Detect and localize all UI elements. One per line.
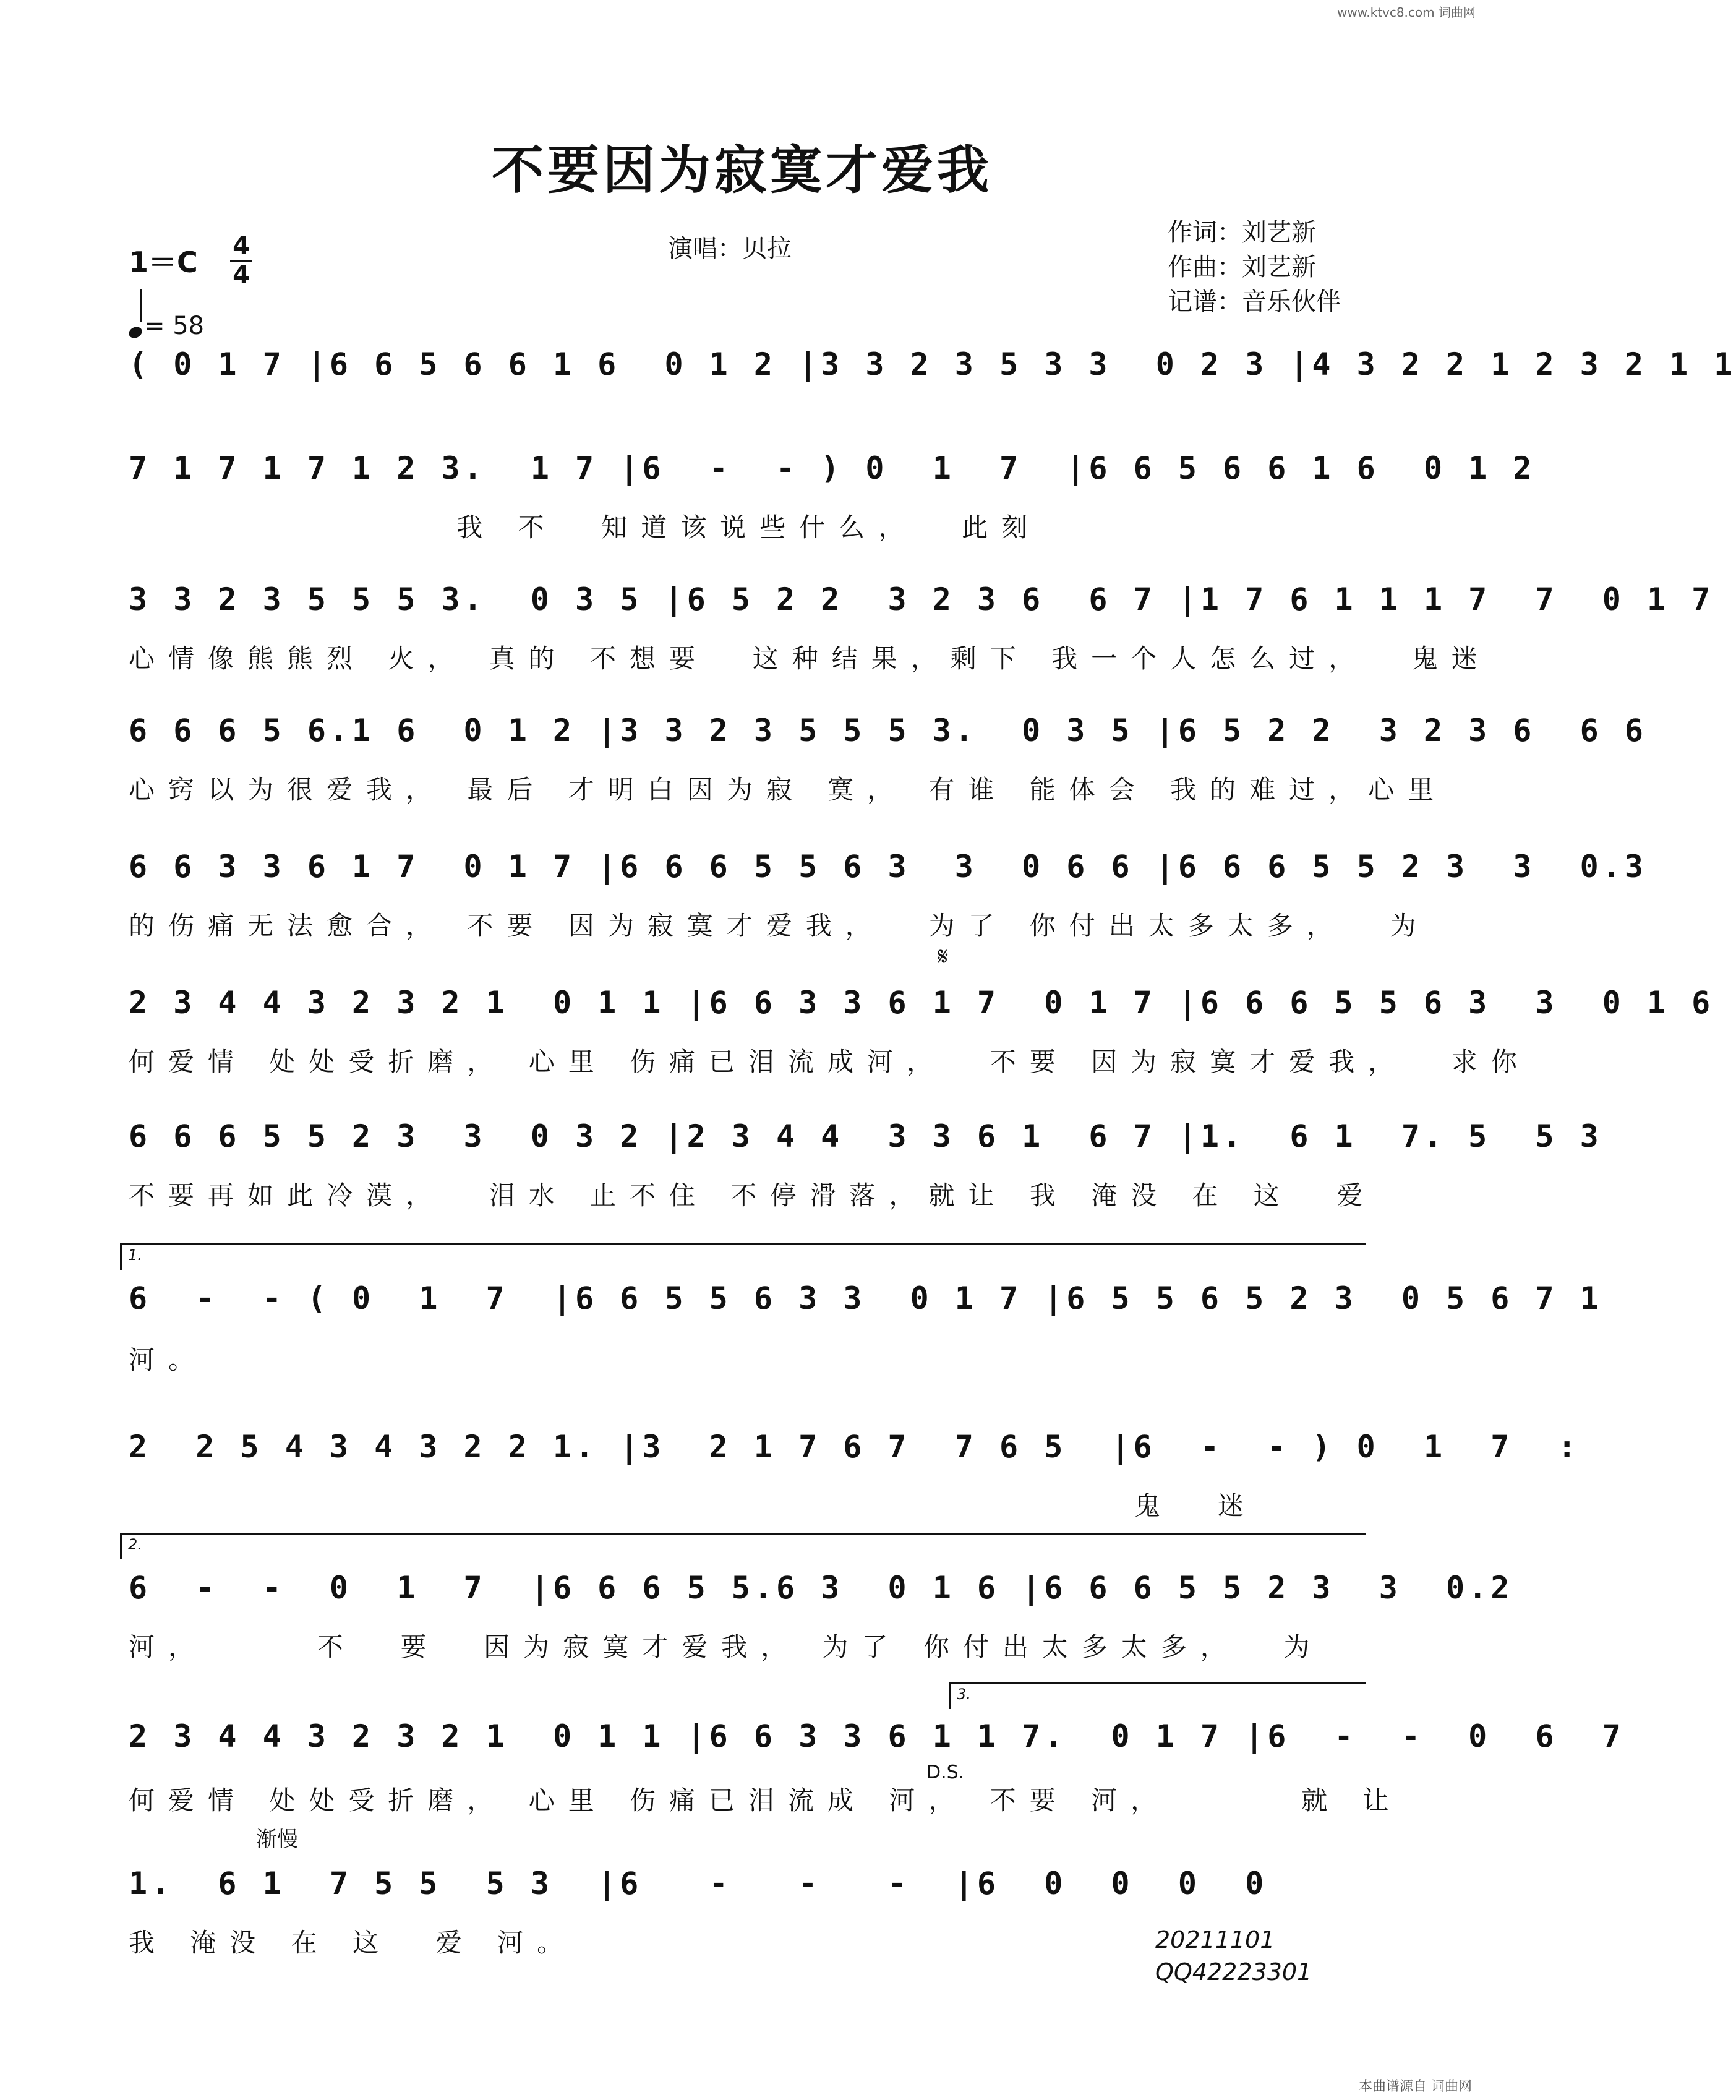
lyrics-line: 我 不 知道该说些什么， 此刻 (129, 512, 1041, 542)
lyrics-line: 心窍以为很爱我， 最后 才明白因为寂 寞， 有谁 能体会 我的难过，心里 (129, 774, 1448, 805)
credits (1168, 215, 1341, 319)
notation-line: 3 3 2 3 5 5 5 3. 0 3 5 |6 5 2 2 3 2 3 6 6 7 |1 7 6 1 1 1 7 7 0 1 7 (129, 581, 1714, 617)
ritardando-mark: 渐慢 (256, 1827, 298, 1852)
notation-line: 2 3 4 4 3 2 3 2 1 0 1 1 |6 6 3 3 6 1 7 0 1 7 |6 6 6 5 5 6 3 3 0 1 6 (129, 985, 1714, 1021)
notation-line: 6 - - 0 1 7 |6 6 6 5 5.6 3 0 1 6 |6 6 6 5 5 2 3 3 0.2 (129, 1570, 1513, 1606)
lyrics-line: 河， 不 要 因为寂寞才爱我， 为了 你付出太多太多， 为 (129, 1632, 1323, 1662)
notation-line: 1. 6 1 7 5 5 5 3 |6 - - - |6 0 0 0 0 (129, 1866, 1268, 1901)
volta-bracket (120, 1243, 1366, 1270)
lyrics-line: 不要再如此冷漠， 泪水 止不住 不停滑落，就让 我 淹没 在 这 爱 (129, 1180, 1377, 1211)
lyrics-line: 我 淹没 在 这 爱 河。 (129, 1927, 577, 1958)
tempo-marking (129, 302, 204, 340)
ds-mark: D.S. (926, 1762, 965, 1783)
notation-line: 6 6 3 3 6 1 7 0 1 7 |6 6 6 5 5 6 3 3 0 6 6 |6 6 6 5 5 2 3 3 0.3 (129, 849, 1647, 885)
qq-line: QQ42223301 (1155, 1958, 1312, 1986)
note-stem (140, 289, 142, 322)
lyrics-line: 心情像熊熊烈 火， 真的 不想要 这种结果，剩下 我一个人怎么过， 鬼迷 (129, 643, 1491, 674)
volta-label: 1. (128, 1246, 142, 1264)
notation-line: 7 1 7 1 7 1 2 3. 1 7 |6 - - ) 0 1 7 |6 6 5 6 6 1 6 0 1 2 (129, 450, 1536, 486)
lyrics-line: 何爱情 处处受折磨， 心里 伤痛已泪流成河， 不要 因为寂寞才爱我， 求你 (129, 1047, 1531, 1077)
notation-line: 2 2 5 4 3 4 3 2 2 1. |3 2 1 7 6 7 7 6 5 |6 - - ) 0 1 7 : (129, 1429, 1580, 1465)
composer-credit: 作曲：刘艺新 (1168, 253, 1316, 281)
lyrics-line: 何爱情 处处受折磨， 心里 伤痛已泪流成 河， 不要 河， 就 让 (129, 1785, 1403, 1815)
time-signature-top: 4 (233, 232, 250, 260)
volta-bracket (120, 1533, 1366, 1559)
source-watermark: 本曲谱源自 词曲网 (1359, 2079, 1472, 2094)
lyrics-line: 的伤痛无法愈合， 不要 因为寂寞才爱我， 为了 你付出太多太多， 为 (129, 911, 1430, 941)
lyrics-line: 河。 (129, 1345, 208, 1375)
singer-credit: 演唱：贝拉 (668, 234, 792, 263)
time-signature (230, 234, 252, 288)
lyricist-credit: 作词：刘艺新 (1168, 218, 1316, 247)
volta-label: 2. (128, 1536, 142, 1553)
quarter-note-icon (127, 325, 143, 340)
notation-line: 2 3 4 4 3 2 3 2 1 0 1 1 |6 6 3 3 6 1 1 7. 0 1 7 |6 - - 0 6 7 (129, 1718, 1625, 1754)
volta-label: 3. (957, 1686, 971, 1703)
tempo-value: = 58 (144, 312, 205, 340)
transcriber-credit: 记谱：音乐伙伴 (1168, 288, 1341, 316)
date-line: 20211101 (1155, 1926, 1275, 1953)
notation-line: ( 0 1 7 |6 6 5 6 6 1 6 0 1 2 |3 3 2 3 5 3 3 0 2 3 |4 3 2 2 1 2 3 2 1 1 (129, 346, 1736, 382)
date-note (1155, 1924, 1312, 1988)
song-title: 不要因为寂寞才爱我 (491, 139, 993, 200)
lyrics-line: 鬼 迷 (129, 1491, 1257, 1521)
site-watermark: www.ktvc8.com 词曲网 (1336, 5, 1476, 20)
notation-line: 6 6 6 5 6.1 6 0 1 2 |3 3 2 3 5 5 5 3. 0 3 5 |6 5 2 2 3 2 3 6 6 6 (129, 713, 1647, 748)
volta-bracket (949, 1682, 1366, 1709)
notation-line: 6 - - ( 0 1 7 |6 6 5 5 6 3 3 0 1 7 |6 5 5 6 5 2 3 0 5 6 7 1 (129, 1280, 1602, 1316)
key-signature: 1＝C (129, 246, 198, 279)
time-signature-bottom: 4 (233, 261, 250, 289)
segno-mark: 𝄋 (938, 943, 949, 971)
notation-line: 6 6 6 5 5 2 3 3 0 3 2 |2 3 4 4 3 3 6 1 6 7 |1. 6 1 7. 5 5 3 (129, 1118, 1602, 1154)
